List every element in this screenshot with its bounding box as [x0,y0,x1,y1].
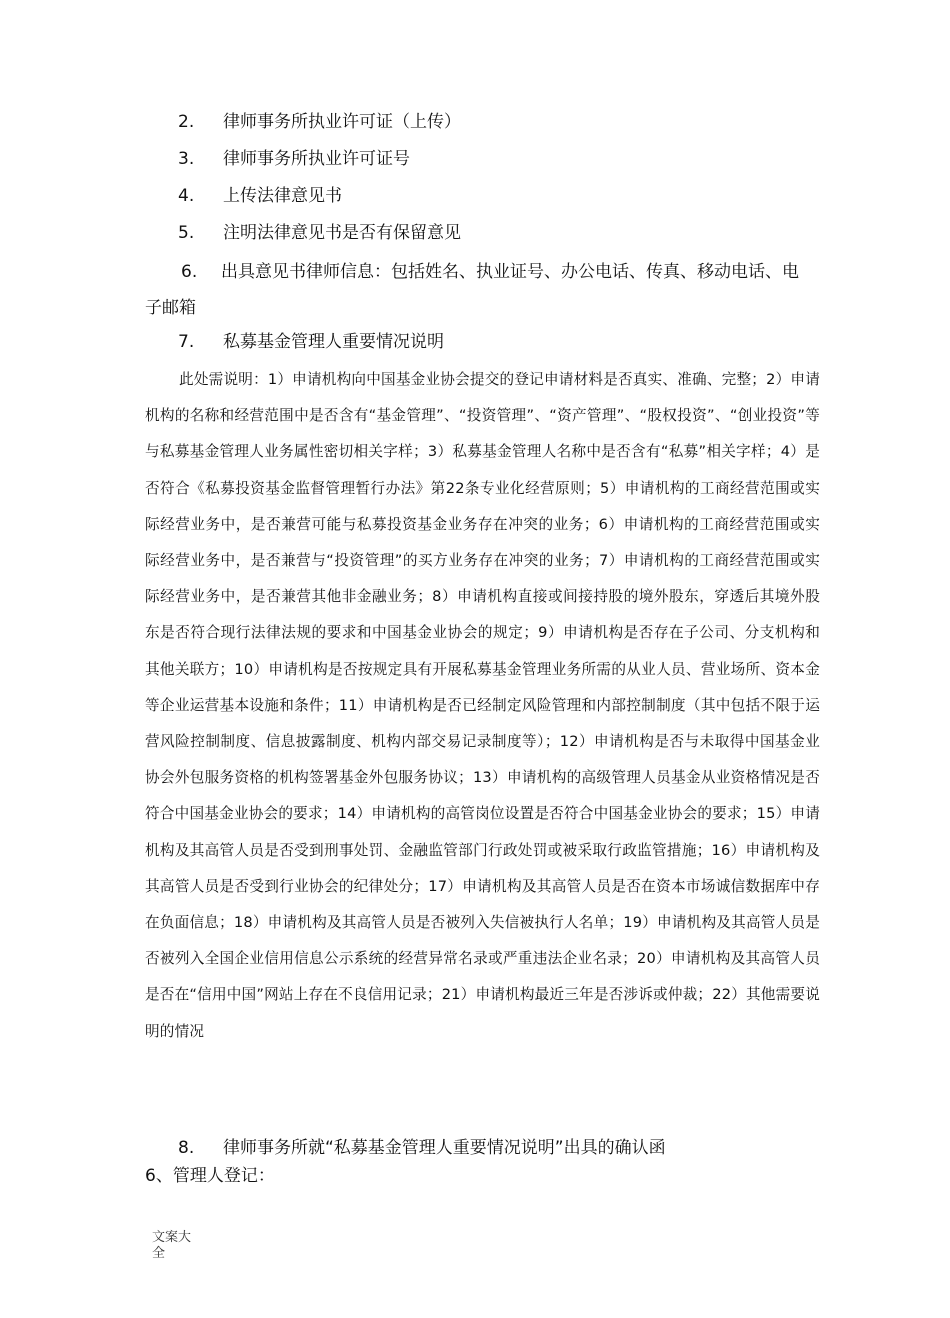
list-item-number: 2. [178,112,195,132]
list-item-text: 注明法律意见书是否有保留意见 [223,223,461,243]
list-item-text: 上传法律意见书 [223,186,342,206]
list-item-number: 6. [181,262,198,282]
list-item-text: 出具意见书律师信息：包括姓名、执业证号、办公电话、传真、移动电话、电子邮箱 [145,262,799,318]
list-item-number: 3. [178,149,195,169]
list-item-text: 私募基金管理人重要情况说明 [223,332,444,352]
footer-label: 文案大全 [152,1230,192,1261]
list-item-number: 4. [178,186,195,206]
list-item-number: 5. [178,223,195,243]
section-heading: 6、管理人登记： [145,1166,275,1186]
list-item-number: 8. [178,1138,195,1158]
list-item-6 [145,254,815,326]
explanation-text: 此处需说明：1）申请机构向中国基金业协会提交的登记申请材料是否真实、准确、完整；2）申请机构的名称和经营范围中是否含有“基金管理”、“投资管理”、“资产管理”、“股权投资”、“创业投资”等与私募基金管理人业务属性密切相关字样；3）私募基金管理人名称中是否含有“私募”相关字样；4）是否符合《私募投资基金监督管理暂行办法》第22条专业化经营原则；5）申请机构的工商经营范围或实际经营业务中，是否兼营可能与私募投资基金业务存在冲突的业务；6）申请机构的工商经营范围或实际经营业务中，是否兼营与“投资管理”的买方业务存在冲突的业务；7）申请机构的工商经营范围或实际经营业务中，是否兼营其他非金融业务；8）申请机构直接或间接持股的境外股东，穿透后其境外股东是否符合现行法律法规的要求和中国基金业协会的规定；9）申请机构是否存在子公司、分支机构和其他关联方；10）申请机构是否按规定具有开展私募基金管理业务所需的从业人员、营业场所、资本金等企业运营基本设施和条件；11）申请机构是否已经制定风险管理和内部控制制度（其中包括不限于运营风险控制制度、信息披露制度、机构内部交易记录制度等）；12）申请机构是否与未取得中国基金业协会外包服务资格的机构签署基金外包服务协议；13）申请机构的高级管理人员基金从业资格情况是否符合中国基金业协会的要求；14）申请机构的高管岗位设置是否符合中国基金业协会的要求；15）申请机构及其高管人员是否受到刑事处罚、金融监管部门行政处罚或被采取行政监管措施；16）申请机构及其高管人员是否受到行业协会的纪律处分；17）申请机构及其高管人员是否在资本市场诚信数据库中存在负面信息；18）申请机构及其高管人员是否被列入失信被执行人名单；19）申请机构及其高管人员是否被列入全国企业信用信息公示系统的经营异常名录或严重违法企业名录；20）申请机构及其高管人员是否在“信用中国”网站上存在不良信用记录；21）申请机构最近三年是否涉诉或仲裁；22）其他需要说明的情况 [145,371,820,1040]
list-item-text: 律师事务所就“私募基金管理人重要情况说明”出具的确认函 [223,1138,666,1158]
list-item-text: 律师事务所执业许可证（上传） [223,112,461,132]
list-item-number: 7. [178,332,195,352]
list-item-text: 律师事务所执业许可证号 [223,149,410,169]
explanation-paragraph [145,362,820,1050]
